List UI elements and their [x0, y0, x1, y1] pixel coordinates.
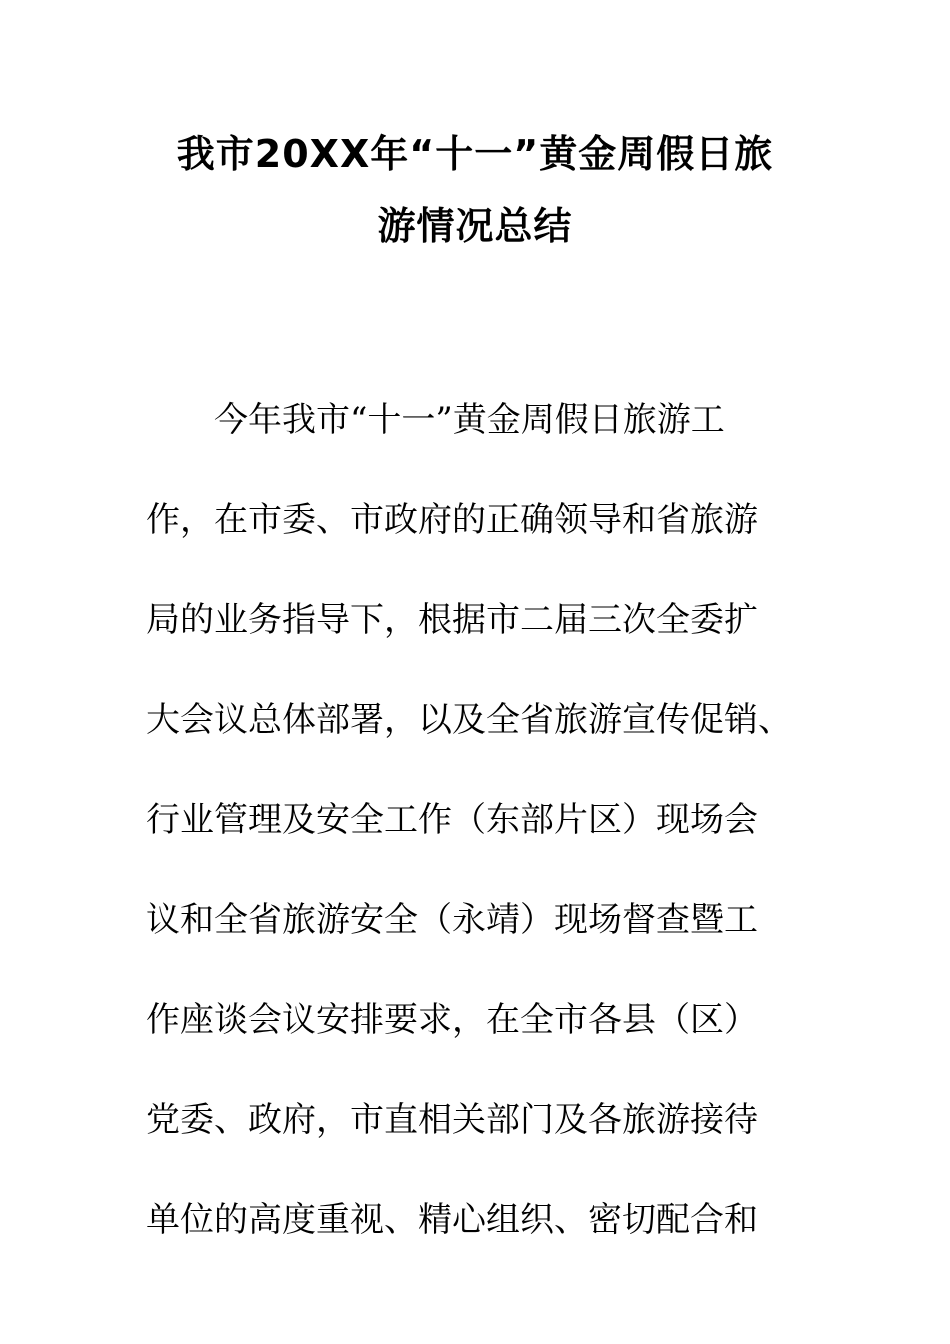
body-line-1: 今年我市“十一”黄金周假日旅游工	[214, 400, 725, 440]
body-line-3: 局的业务指导下，根据市二届三次全委扩	[146, 600, 758, 640]
title-line-2: 游情况总结	[377, 204, 573, 248]
body-line-4: 大会议总体部署，以及全省旅游宣传促销、	[146, 700, 792, 740]
body-line-9: 单位的高度重视、精心组织、密切配合和	[146, 1200, 758, 1240]
body-line-6: 议和全省旅游安全（永靖）现场督查暨工	[146, 900, 758, 940]
body-line-2: 作，在市委、市政府的正确领导和省旅游	[146, 500, 758, 540]
body-line-7: 作座谈会议安排要求，在全市各县（区）	[146, 1000, 758, 1040]
title-line-1: 我市20XX年“十一”黄金周假日旅	[176, 132, 774, 176]
document-body	[146, 370, 806, 1270]
document-title	[0, 118, 950, 262]
body-line-8: 党委、政府，市直相关部门及各旅游接待	[146, 1100, 758, 1140]
body-line-5: 行业管理及安全工作（东部片区）现场会	[146, 800, 758, 840]
